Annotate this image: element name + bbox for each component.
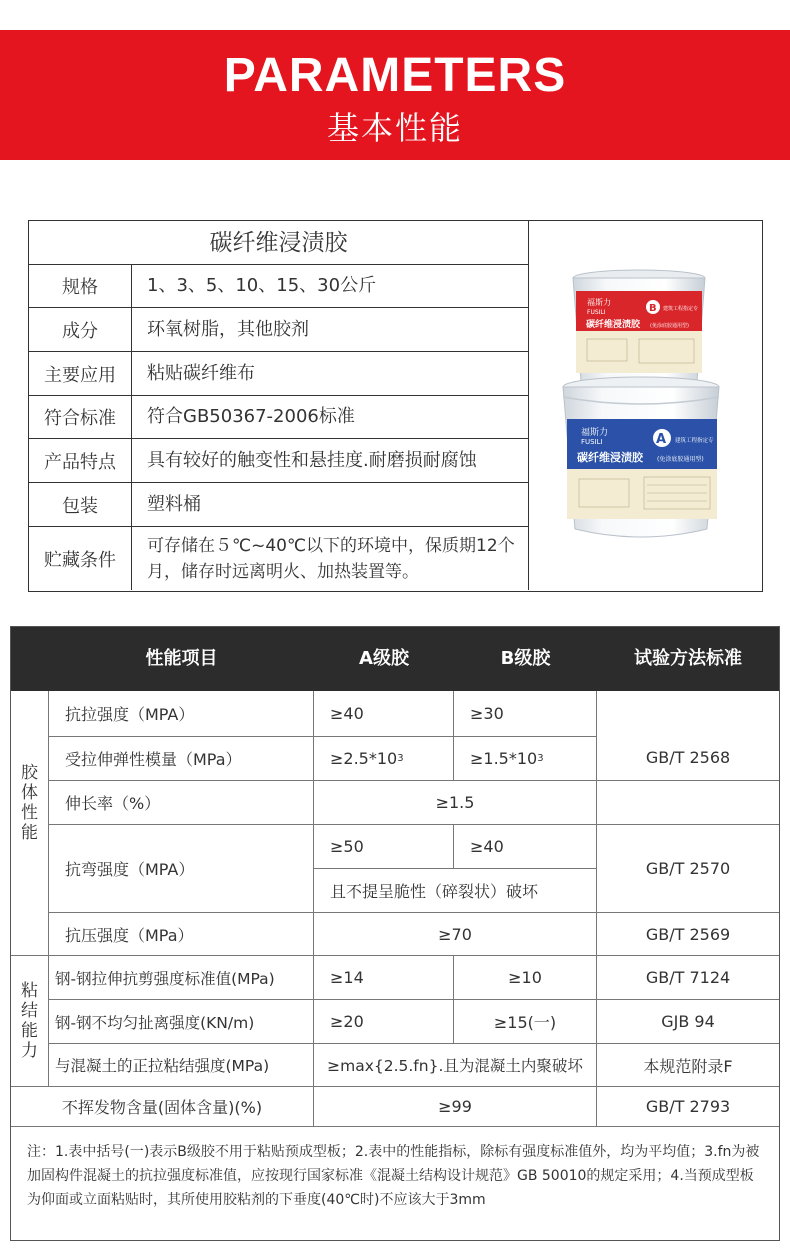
item-cell: 与混凝土的正拉粘结强度(MPa): [49, 1044, 314, 1087]
spec-row: [29, 483, 529, 527]
spec-label: 产品特点: [29, 439, 132, 482]
spec-value: 1、3、5、10、15、30公斤: [147, 275, 377, 296]
performance-table: [10, 626, 780, 1241]
bucket-a: [563, 377, 719, 537]
bucket-a-tag: 建筑工程指定专: [675, 438, 714, 444]
spec-label: 符合标准: [29, 396, 132, 438]
bucket-b-brand-en: FUSILI: [587, 309, 606, 316]
grade-ab-cell: ≥max{2.5.fn}.且为混凝土内聚破坏: [314, 1044, 597, 1087]
banner-title: PARAMETERS: [223, 49, 567, 102]
item-cell: 受拉伸弹性模量（MPa）: [49, 737, 314, 781]
item-cell: 不挥发物含量(固体含量)(%): [11, 1087, 314, 1127]
spec-row: [29, 352, 529, 396]
bucket-b-note: (免涂底胶通用型): [650, 323, 689, 329]
product-image: [529, 221, 762, 590]
method-cell: 本规范附录F: [597, 1044, 779, 1087]
spec-label: 成分: [29, 308, 132, 351]
spec-value: 塑料桶: [147, 493, 201, 515]
spec-value: 可存储在５℃~40℃以下的环境中，保质期12个月，储存时远离明火、加热装置等。: [147, 535, 515, 582]
item-cell: 伸长率（%）: [49, 781, 314, 825]
group-label: 粘结能力: [21, 981, 38, 1061]
grade-ab-cell: ≥99: [314, 1087, 597, 1127]
spec-label: 主要应用: [29, 352, 132, 395]
spec-value: 环氧树脂，其他胶剂: [147, 318, 309, 340]
grade-b-cell: ≥1.5*10 3: [454, 737, 597, 781]
item-cell: 钢-钢拉伸抗剪强度标准值(MPa): [49, 956, 314, 1000]
spec-table: [28, 220, 763, 592]
bucket-a-letter: A: [656, 432, 667, 447]
bucket-a-brand: 福斯力: [581, 428, 609, 438]
spec-row: [29, 265, 529, 308]
spec-label: 贮藏条件: [29, 527, 132, 590]
grade-a-cell: ≥40: [314, 691, 454, 737]
spec-row: [29, 308, 529, 352]
group-label: 胶体性能: [21, 763, 38, 843]
grade-ab-note-cell: 且不提呈脆性（碎裂状）破坏: [314, 869, 597, 913]
item-cell: 钢-钢不均匀扯离强度(KN/m): [49, 1000, 314, 1044]
bucket-b-brand: 福斯力: [587, 298, 611, 307]
grade-b-cell: ≥30: [454, 691, 597, 737]
value-base: ≥1.5*10: [470, 749, 538, 768]
grade-a-cell: ≥2.5*10 3: [314, 737, 454, 781]
table-footnote: 注：1.表中括号(一)表示B级胶不用于粘贴预成型板；2.表中的性能指标，除标有强度标准值外，均为平均值；3.fn为被加固构件混凝土的抗拉强度标准值，应按现行国家标准《混凝土结构设计规范》GB 50010的规定采用；4.当预成型板为仰面或立面粘贴时，其所使用胶粘剂的下垂度(40℃时)不应该大于3mm: [27, 1144, 760, 1208]
spec-value: 粘贴碳纤维布: [147, 362, 255, 384]
group-bonding-capacity: [11, 956, 49, 1087]
spec-row: [29, 527, 529, 590]
grade-b-cell: ≥10: [454, 956, 597, 1000]
bucket-a-name: 碳纤维浸渍胶: [577, 451, 643, 464]
header-grade-a: A级胶: [359, 648, 409, 669]
bucket-b-tag: 建筑工程指定专: [663, 306, 699, 312]
header-banner: [0, 30, 790, 160]
method-cell: GB/T 2568: [597, 691, 779, 781]
item-cell: 抗弯强度（MPA）: [49, 825, 314, 913]
bucket-a-brand-en: FUSILI: [581, 438, 603, 446]
spec-row: [29, 396, 529, 439]
grade-a-cell: ≥20: [314, 1000, 454, 1044]
bucket-b-name: 碳纤维浸渍胶: [586, 320, 641, 330]
spec-value: 符合GB50367-2006标准: [147, 406, 355, 427]
item-cell: 抗压强度（MPa）: [49, 913, 314, 956]
value-base: ≥2.5*10: [330, 749, 398, 768]
method-cell: GJB 94: [597, 1000, 779, 1044]
spec-label: 包装: [29, 483, 132, 526]
header-test-method: 试验方法标准: [634, 648, 742, 669]
bucket-b-letter: B: [649, 303, 657, 314]
bucket-b: [573, 270, 705, 387]
header-grade-b: B级胶: [500, 648, 551, 669]
spec-table-title: 碳纤维浸渍胶: [29, 221, 529, 265]
bucket-a-note: (免涂底胶通用型): [657, 456, 704, 463]
method-cell: [597, 781, 779, 825]
method-cell: GB/T 7124: [597, 956, 779, 1000]
header-item: 性能项目: [145, 648, 218, 669]
grade-b-cell: ≥15(一): [454, 1000, 597, 1044]
method-cell: GB/T 2793: [597, 1087, 779, 1127]
banner-subtitle: 基本性能: [326, 109, 463, 147]
grade-b-cell: ≥40: [454, 825, 597, 869]
method-cell: GB/T 2569: [597, 913, 779, 956]
performance-table-header: [11, 627, 779, 691]
grade-ab-cell: ≥1.5: [314, 781, 597, 825]
item-cell: 抗拉强度（MPA）: [49, 691, 314, 737]
group-colloid-properties: [11, 691, 49, 956]
grade-a-cell: ≥14: [314, 956, 454, 1000]
spec-value: 具有较好的触变性和悬挂度.耐磨损耐腐蚀: [147, 449, 477, 471]
grade-a-cell: ≥50: [314, 825, 454, 869]
spec-label: 规格: [29, 265, 132, 307]
method-cell: GB/T 2570: [597, 825, 779, 913]
spec-row: [29, 439, 529, 483]
grade-ab-cell: ≥70: [314, 913, 597, 956]
